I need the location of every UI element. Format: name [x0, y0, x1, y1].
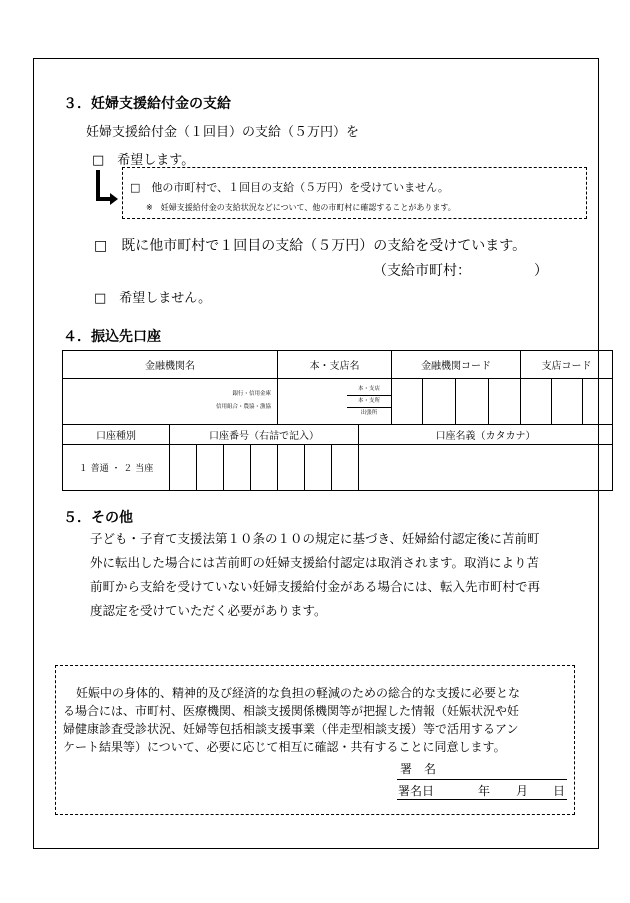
- bank-code-digit-1[interactable]: [392, 379, 423, 424]
- consent-line-1: 妊娠中の身体的、精神的及び経済的な負担の軽減のための総合的な支援に必要とな: [76, 686, 521, 700]
- header-account-number: 口座番号（右詰で記入）: [170, 424, 359, 444]
- bank-name-cell[interactable]: [63, 379, 278, 424]
- account-digit-1[interactable]: [170, 444, 197, 490]
- account-holder-cell[interactable]: [359, 444, 613, 490]
- account-digit-7[interactable]: [332, 444, 359, 490]
- branch-type-label-1: 本・支店: [347, 384, 391, 396]
- header-bank-code: 金融機関コード: [392, 351, 521, 379]
- bank-code-digit-3[interactable]: [456, 379, 489, 424]
- account-digit-6[interactable]: [305, 444, 332, 490]
- signature-line[interactable]: [397, 779, 567, 780]
- section4-heading: ４．振込先口座: [63, 329, 161, 345]
- account-digit-5[interactable]: [278, 444, 305, 490]
- account-digit-2[interactable]: [197, 444, 224, 490]
- section5-line-4: 度認定を受けていただく必要があります。: [90, 603, 327, 618]
- bank-type-label-2: 信用組合・農協・漁協: [216, 404, 272, 411]
- section5-line-1: 子ども・子育て支援法第１０条の１０の規定に基づき、妊婦給付認定後に苫前町: [90, 531, 540, 546]
- header-account-type: 口座種別: [63, 424, 170, 444]
- account-digit-4[interactable]: [251, 444, 278, 490]
- municipality-field[interactable]: （支給市町村： ）: [373, 263, 548, 279]
- bank-type-label-1: 銀行・信用金庫: [232, 391, 272, 398]
- option-not-hope[interactable]: □ 希望しません。: [94, 291, 212, 306]
- bank-code-digit-2[interactable]: [423, 379, 456, 424]
- sub-condition-note: ※ 妊婦支援給付金の支給状況などについて、他の市町村に確認することがあります。: [146, 203, 456, 212]
- branch-type-label-3: 出張所: [360, 409, 378, 416]
- bank-code-digit-4[interactable]: [489, 379, 521, 424]
- header-bank-name: 金融機関名: [63, 351, 278, 379]
- branch-code-digit-3[interactable]: [583, 379, 613, 424]
- branch-code-digit-2[interactable]: [552, 379, 583, 424]
- consent-line-2: る場合には、市町村、医療機関、相談支援関係機関等が把握した情報（妊娠状況や妊: [63, 704, 520, 718]
- signature-label: 署 名: [400, 762, 437, 776]
- header-branch-name: 本・支店名: [278, 351, 392, 379]
- header-branch-code: 支店コード: [521, 351, 613, 379]
- option-already-received[interactable]: □ 既に他市町村で１回目の支給（５万円）の支給を受けています。: [94, 238, 527, 254]
- month-label: 月: [516, 784, 529, 798]
- account-type-cell[interactable]: １ 普通 ・ ２ 当座: [63, 444, 170, 490]
- account-digit-3[interactable]: [224, 444, 251, 490]
- section3-lead: 妊婦支援給付金（１回目）の支給（５万円）を: [86, 125, 360, 140]
- section3-heading: ３．妊婦支援給付金の支給: [63, 96, 231, 112]
- sub-condition-check[interactable]: □ 他の市町村で、１回目の支給（５万円）を受けていません。: [130, 181, 449, 194]
- consent-line-4: ケート結果等）について、必要に応じて相互に確認・共有することに同意します。: [63, 740, 506, 754]
- option-hope[interactable]: □ 希望します。: [92, 153, 195, 168]
- section5-heading: ５．その他: [63, 510, 133, 526]
- date-label: 署名日: [398, 784, 435, 798]
- day-label: 日: [553, 784, 566, 798]
- consent-line-3: 婦健康診査受診状況、妊婦等包括相談支援事業（伴走型相談支援）等で活用するアン: [63, 722, 519, 736]
- section5-line-2: 外に転出した場合には苫前町の妊婦支援給付認定は取消されます。取消により苫: [90, 555, 540, 570]
- date-line[interactable]: [397, 799, 567, 800]
- section5-line-3: 前町から支給を受けていない妊婦支援給付金がある場合には、転入先市町村で再: [90, 579, 541, 594]
- year-label: 年: [478, 784, 491, 798]
- branch-name-cell[interactable]: [278, 379, 392, 424]
- bank-account-table: [62, 350, 613, 491]
- branch-code-digit-1[interactable]: [521, 379, 552, 424]
- header-account-holder: 口座名義（カタカナ）: [359, 424, 613, 444]
- branch-type-label-2: 本・支所: [347, 396, 391, 408]
